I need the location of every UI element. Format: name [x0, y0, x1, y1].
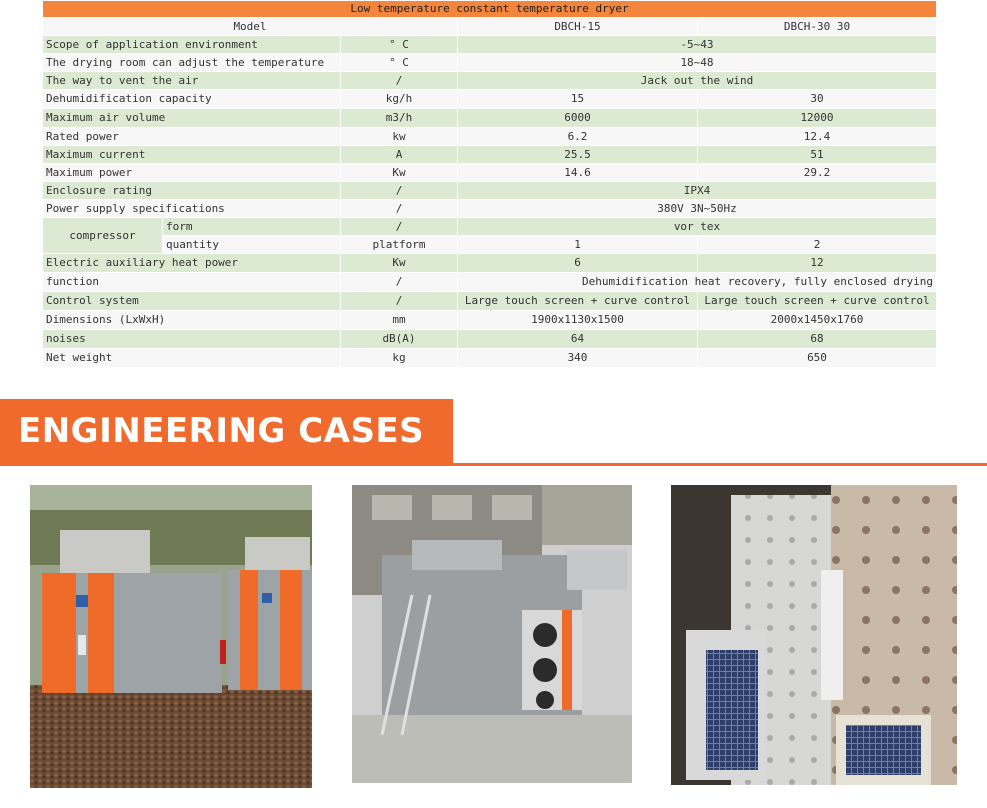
table-row [43, 349, 937, 368]
row-value-col1: 25.5 [458, 146, 698, 164]
row-value-col1: 6.2 [458, 128, 698, 146]
row-unit: kw [341, 128, 458, 146]
row-value-col2: 2000x1450x1760 [698, 311, 937, 330]
row-unit: mm [341, 311, 458, 330]
compressor-form-label: form [163, 218, 341, 236]
row-label: Dehumidification capacity [43, 90, 341, 109]
row-unit: Kw [341, 254, 458, 273]
row-label: noises [43, 330, 341, 349]
table-row [43, 164, 937, 182]
row-value-col1: 1 [458, 236, 698, 254]
row-value-col2: 51 [698, 146, 937, 164]
row-value-col1: 1900x1130x1500 [458, 311, 698, 330]
table-row [43, 54, 937, 72]
table-row [43, 292, 937, 311]
case-photo-3 [671, 485, 957, 785]
row-label: Net weight [43, 349, 341, 368]
row-value-col2: 12000 [698, 109, 937, 128]
row-unit: / [341, 200, 458, 218]
row-unit: / [341, 218, 458, 236]
row-label: Enclosure rating [43, 182, 341, 200]
row-value: vor tex [458, 218, 937, 236]
table-row [43, 90, 937, 109]
table-row [43, 218, 937, 236]
row-value-col2: 12 [698, 254, 937, 273]
row-unit: ° C [341, 36, 458, 54]
table-title-row [43, 1, 937, 18]
row-label: Dimensions (LxWxH) [43, 311, 341, 330]
row-unit: dB(A) [341, 330, 458, 349]
row-unit: ° C [341, 54, 458, 72]
table-row [43, 200, 937, 218]
row-label: Control system [43, 292, 341, 311]
engineering-cases-banner [0, 399, 453, 466]
row-label: The way to vent the air [43, 72, 341, 90]
row-label: Power supply specifications [43, 200, 341, 218]
table-row [43, 146, 937, 164]
row-unit: m3/h [341, 109, 458, 128]
row-value: -5~43 [458, 36, 937, 54]
table-row [43, 254, 937, 273]
table-row [43, 311, 937, 330]
row-unit: / [341, 273, 458, 292]
row-unit: platform [341, 236, 458, 254]
table-row [43, 273, 937, 292]
engineering-cases-title: ENGINEERING CASES [18, 411, 425, 451]
model-col2-header: DBCH-30 30 [698, 18, 937, 36]
row-value: Jack out the wind [458, 72, 937, 90]
row-label: Electric auxiliary heat power [43, 254, 341, 273]
case-photo-2 [352, 485, 632, 783]
table-row [43, 236, 937, 254]
row-label: function [43, 273, 341, 292]
row-unit: / [341, 72, 458, 90]
table-header-row [43, 18, 937, 36]
case-photo-3-image [671, 485, 957, 785]
row-unit: kg/h [341, 90, 458, 109]
row-label: The drying room can adjust the temperature [43, 54, 341, 72]
row-unit: Kw [341, 164, 458, 182]
row-value-col1: 6 [458, 254, 698, 273]
case-photo-2-image [352, 485, 632, 783]
row-value-col1: 340 [458, 349, 698, 368]
case-photo-1-image [30, 485, 312, 788]
row-unit: / [341, 182, 458, 200]
row-value-col2: 12.4 [698, 128, 937, 146]
row-value: 380V 3N~50Hz [458, 200, 937, 218]
row-value: Dehumidification heat recovery, fully enclosed drying [458, 273, 937, 292]
row-value: IPX4 [458, 182, 937, 200]
model-col1-header: DBCH-15 [458, 18, 698, 36]
row-value-col1: Large touch screen + curve control [458, 292, 698, 311]
row-unit: / [341, 292, 458, 311]
row-value-col2: 29.2 [698, 164, 937, 182]
row-label: Rated power [43, 128, 341, 146]
row-value: 18~48 [458, 54, 937, 72]
compressor-quantity-label: quantity [163, 236, 341, 254]
table-row [43, 72, 937, 90]
row-value-col1: 14.6 [458, 164, 698, 182]
table-row [43, 182, 937, 200]
compressor-label: compressor [43, 218, 163, 254]
row-value-col1: 6000 [458, 109, 698, 128]
row-label: Maximum air volume [43, 109, 341, 128]
table-title: Low temperature constant temperature dryer [43, 1, 937, 18]
row-value-col2: 650 [698, 349, 937, 368]
table-row [43, 36, 937, 54]
row-value-col2: 2 [698, 236, 937, 254]
table-row [43, 330, 937, 349]
row-unit: A [341, 146, 458, 164]
case-photo-1 [30, 485, 312, 788]
banner-divider-line [453, 463, 987, 466]
table-row [43, 128, 937, 146]
spec-table [42, 0, 937, 368]
row-value-col2: Large touch screen + curve control [698, 292, 937, 311]
row-value-col1: 15 [458, 90, 698, 109]
model-header: Model [43, 18, 458, 36]
row-label: Maximum current [43, 146, 341, 164]
row-unit: kg [341, 349, 458, 368]
table-row [43, 109, 937, 128]
row-value-col2: 68 [698, 330, 937, 349]
row-label: Scope of application environment [43, 36, 341, 54]
row-value-col2: 30 [698, 90, 937, 109]
row-value-col1: 64 [458, 330, 698, 349]
row-label: Maximum power [43, 164, 341, 182]
